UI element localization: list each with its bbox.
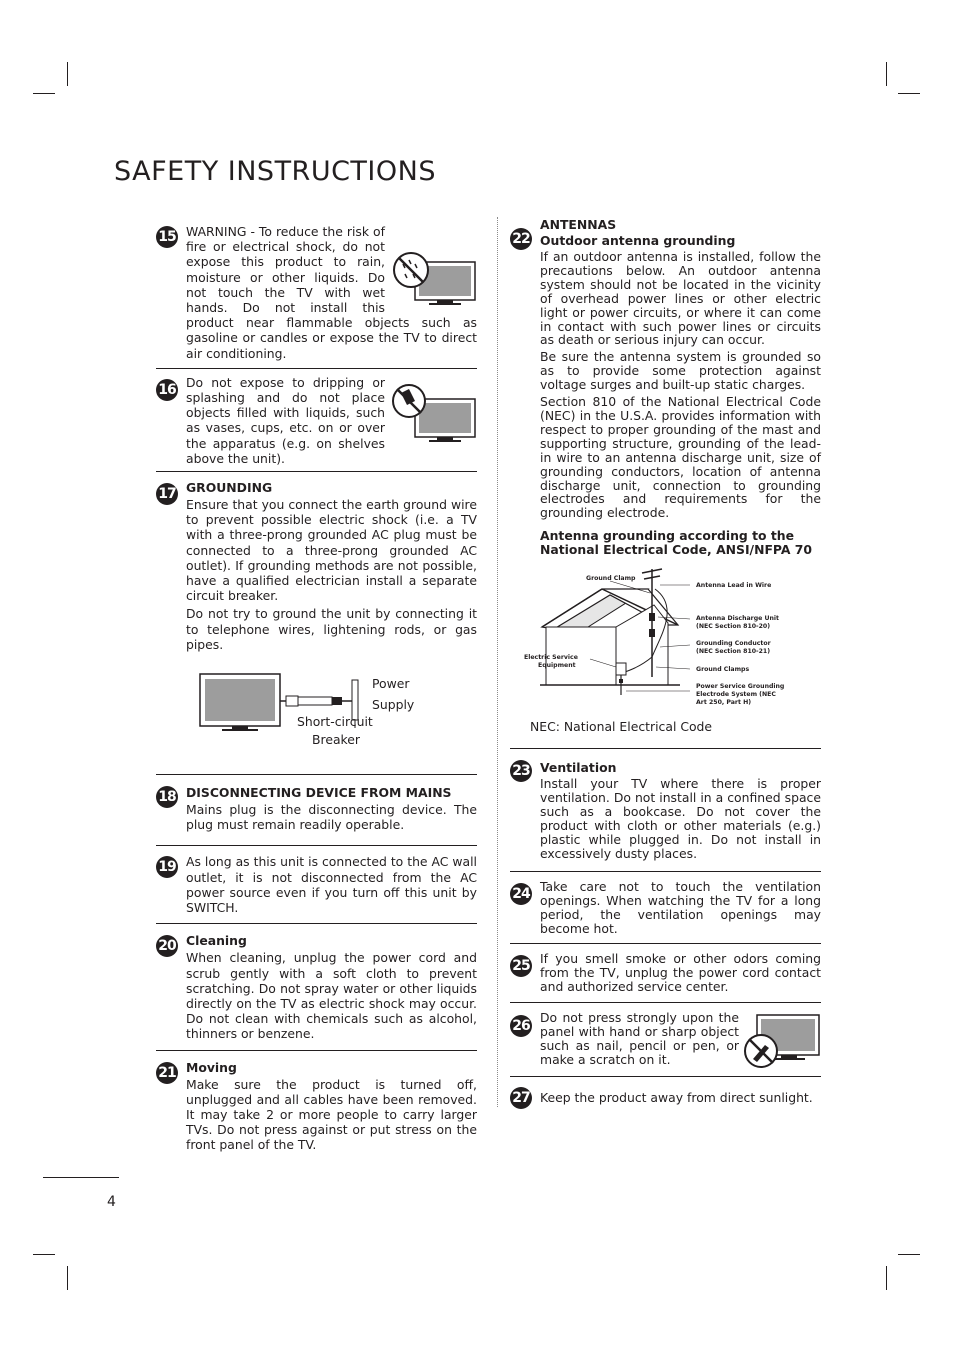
number-badge: 17 xyxy=(156,483,178,505)
number-badge: 22 xyxy=(510,228,532,250)
instruction-text: When cleaning, unplug the power cord and scrub gently with a soft cloth to prevent scratching. Do not spray water or other liquids directly on the TV as electric shock may occur. Do not clean with chemicals such as alcohol, thinners or benzene. xyxy=(186,950,477,1042)
number-badge: 18 xyxy=(156,786,178,808)
section-subheading: Outdoor antenna grounding xyxy=(540,233,736,248)
number-badge: 15 xyxy=(156,226,178,248)
instruction-text: WARNING - To reduce the risk of fire or electrical shock, do not expose this product to rain, moisture or other liquids. Do not touch the TV with wet hands. Do not install this product near flammable objects such as gasoline or candles or expose the TV to direct air conditioning. xyxy=(186,224,477,361)
section-heading: Moving xyxy=(186,1059,237,1075)
column-divider xyxy=(497,217,498,1107)
label-power-service-1: Power Service Grounding xyxy=(696,683,785,691)
instruction-21 xyxy=(156,1050,477,1157)
diagram-label-power: Power xyxy=(372,676,410,692)
label-grounding-conductor-nec: (NEC Section 810-21) xyxy=(696,648,771,656)
antenna-grounding-diagram xyxy=(510,567,800,717)
diagram-label-breaker: Breaker xyxy=(312,732,360,748)
number-badge: 19 xyxy=(156,856,178,878)
instruction-text: Keep the product away from direct sunlight. xyxy=(540,1090,813,1106)
page-title: SAFETY INSTRUCTIONS xyxy=(114,156,436,187)
number-badge: 16 xyxy=(156,379,178,401)
label-grounding-conductor: Grounding Conductor xyxy=(696,640,771,648)
label-power-service-2: Electrode System (NEC xyxy=(696,691,776,699)
grounding-diagram xyxy=(198,670,415,758)
number-badge: 26 xyxy=(510,1015,532,1037)
crop-mark xyxy=(67,1266,68,1290)
instruction-15 xyxy=(156,222,477,368)
instruction-26 xyxy=(510,1002,821,1076)
crop-mark xyxy=(898,93,920,94)
crop-mark xyxy=(67,62,68,86)
section-heading: Cleaning xyxy=(186,933,247,949)
instruction-text: Mains plug is the disconnecting device. The plug must remain readily operable. xyxy=(186,802,477,833)
instruction-text: Do not try to ground the unit by connecting it to telephone wires, lightening rods, or gas pipes. xyxy=(186,606,477,652)
instruction-20 xyxy=(156,923,477,1049)
instruction-23 xyxy=(510,748,821,870)
instruction-text: Install your TV where there is proper ventilation. Do not install in a confined space such as a bookcase. Do not cover the product with cloth or other materials (e.g.) plastic while plugged in. Do not install in excessively dusty places. xyxy=(540,776,821,861)
label-ground-clamp: Ground Clamp xyxy=(586,575,636,583)
tv-liquid-warning-icon xyxy=(389,383,477,445)
number-badge: 21 xyxy=(156,1062,178,1084)
instruction-16 xyxy=(156,368,477,471)
instruction-text: As long as this unit is connected to the AC wall outlet, it is not disconnected from the AC power source even if you turn off this unit by SWITCH. xyxy=(186,854,477,916)
instruction-text: Do not expose to dripping or splashing and do not place objects filled with liquids, such as vases, cups, etc. on or over the apparatus (e.g. on shelves above the unit). xyxy=(186,374,385,466)
label-electric-service-1: Electric Service xyxy=(524,654,578,662)
label-antenna-lead: Antenna Lead in Wire xyxy=(696,582,772,590)
instruction-18 xyxy=(156,774,477,845)
instruction-text: Take care not to touch the ventilation openings. When watching the TV for a long period, the ventilation openings may become hot. xyxy=(540,878,821,936)
section-heading: ANTENNAS xyxy=(540,217,617,232)
section-heading: DISCONNECTING DEVICE FROM MAINS xyxy=(186,785,452,801)
instruction-text: Do not press strongly upon the panel with hand or sharp object such as nail, pencil or pen, or make a scratch on it. xyxy=(540,1010,739,1067)
label-discharge-unit: Antenna Discharge Unit xyxy=(696,615,780,623)
instruction-24 xyxy=(510,871,821,944)
crop-mark xyxy=(886,62,887,86)
instruction-text: Ensure that you connect the earth ground wire to prevent possible electric shock (i.e. a TV with a three-prong grounded AC plug must be connected to a three-prong grounded AC outlet). If grounding methods are not possible, have a qualified electrician install a separate circuit breaker. xyxy=(186,497,477,604)
diagram-label-short-circuit: Short-circuit xyxy=(297,714,373,730)
diagram-title: Antenna grounding according to the National Electrical Code, ANSI/NFPA 70 xyxy=(540,528,813,558)
tv-rain-warning-icon xyxy=(389,250,477,310)
number-badge: 20 xyxy=(156,935,178,957)
number-badge: 27 xyxy=(510,1087,532,1109)
instruction-27 xyxy=(510,1076,821,1113)
label-discharge-unit-nec: (NEC Section 810-20) xyxy=(696,623,771,631)
instruction-25 xyxy=(510,943,821,1002)
instruction-17 xyxy=(156,471,477,774)
instruction-text: Be sure the antenna system is grounded so as to provide some protection against voltage surges and built-up static charges. xyxy=(540,349,821,393)
number-badge: 23 xyxy=(510,760,532,782)
footer-rule xyxy=(43,1177,119,1178)
label-power-service-3: Art 250, Part H) xyxy=(696,699,752,707)
crop-mark xyxy=(898,1254,920,1255)
label-electric-service-2: Equipment xyxy=(538,662,576,670)
crop-mark xyxy=(33,1254,55,1255)
section-heading: Ventilation xyxy=(540,760,617,776)
diagram-label-supply: Supply xyxy=(372,697,415,713)
instruction-text: If you smell smoke or other odors coming from the TV, unplug the power cord contact and authorized service center. xyxy=(540,951,821,995)
instruction-19 xyxy=(156,845,477,923)
section-heading: GROUNDING xyxy=(186,480,273,496)
page-number: 4 xyxy=(107,1194,116,1210)
crop-mark xyxy=(33,93,55,94)
instruction-text: Make sure the product is turned off, unplugged and all cables have been removed. It may take 2 or more people to carry larger TVs. Do not press against or put stress on the front panel of the TV. xyxy=(186,1076,477,1153)
number-badge: 24 xyxy=(510,883,532,905)
tv-scratch-warning-icon xyxy=(743,1013,821,1071)
diagram-caption: NEC: National Electrical Code xyxy=(530,719,713,735)
instruction-text: If an outdoor antenna is installed, follow the precautions below. An outdoor antenna system should not be located in the vicinity of overhead power lines or other electric light or power circuits, or where it can come in contact with such power lines or circuits as death or serious injury can occur. xyxy=(540,249,821,348)
left-column xyxy=(156,222,477,1157)
crop-mark xyxy=(886,1266,887,1290)
number-badge: 25 xyxy=(510,955,532,977)
label-ground-clamps: Ground Clamps xyxy=(696,666,750,674)
instruction-text: Section 810 of the National Electrical Code (NEC) in the U.S.A. provides information with respect to proper grounding of the mast and supporting structure, grounding of the lead-in wire to an antenna discharge unit, size of grounding conductors, location of antenna discharge unit, connection to grounding electrodes and requirements for the grounding electrode. xyxy=(540,394,821,521)
right-column xyxy=(510,216,821,1113)
instruction-22 xyxy=(510,216,821,748)
